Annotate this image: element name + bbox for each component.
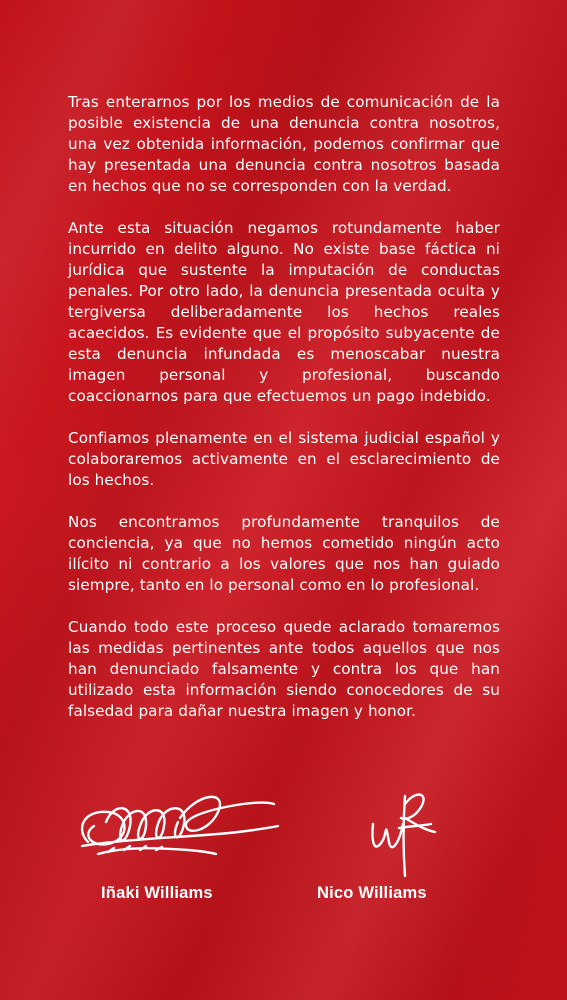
signature-inaki-williams xyxy=(68,782,288,872)
paragraph-4: Nos encontramos profundamente tranquilos de conciencia, ya que no hemos cometido ningún acto ilícito ni contrario a los valores que nos han guiado siempre, tanto en lo personal como en lo profesional. xyxy=(68,513,500,594)
paragraph-1: Tras enterarnos por los medios de comunicación de la posible existencia de una denuncia contra nosotros, una vez obtenida información, podemos confirmar que hay presentada una denuncia contra nosotros basada en hechos que no se corresponden con la verdad. xyxy=(68,93,500,195)
signatory-name-nico: Nico Williams xyxy=(317,884,427,902)
paragraph-3: Confiamos plenamente en el sistema judicial español y colaboraremos activamente en el esclarecimiento de los hechos. xyxy=(68,429,500,489)
paragraph-2: Ante esta situación negamos rotundamente haber incurrido en delito alguno. No existe base fáctica ni jurídica que sustente la imputación de conductas penales. Por otro lado, la denuncia presentada oculta y tergiversa deliberadamente los hechos reales acaecidos. Es evidente que el propósito subyacente de esta denuncia infundada es menoscabar nuestra imagen personal y profesional, buscando coaccionarnos para que efectuemos un pago indebido. xyxy=(68,219,500,405)
paragraph-5: Cuando todo este proceso quede aclarado tomaremos las medidas pertinentes ante todos aquellos que nos han denunciado falsamente y contra los que han utilizado esta información siendo conocedores de su falsedad para dañar nuestra imagen y honor. xyxy=(68,618,500,720)
signatory-name-inaki: Iñaki Williams xyxy=(101,884,213,902)
signature-nico-williams xyxy=(355,784,455,879)
statement-body xyxy=(68,92,500,743)
